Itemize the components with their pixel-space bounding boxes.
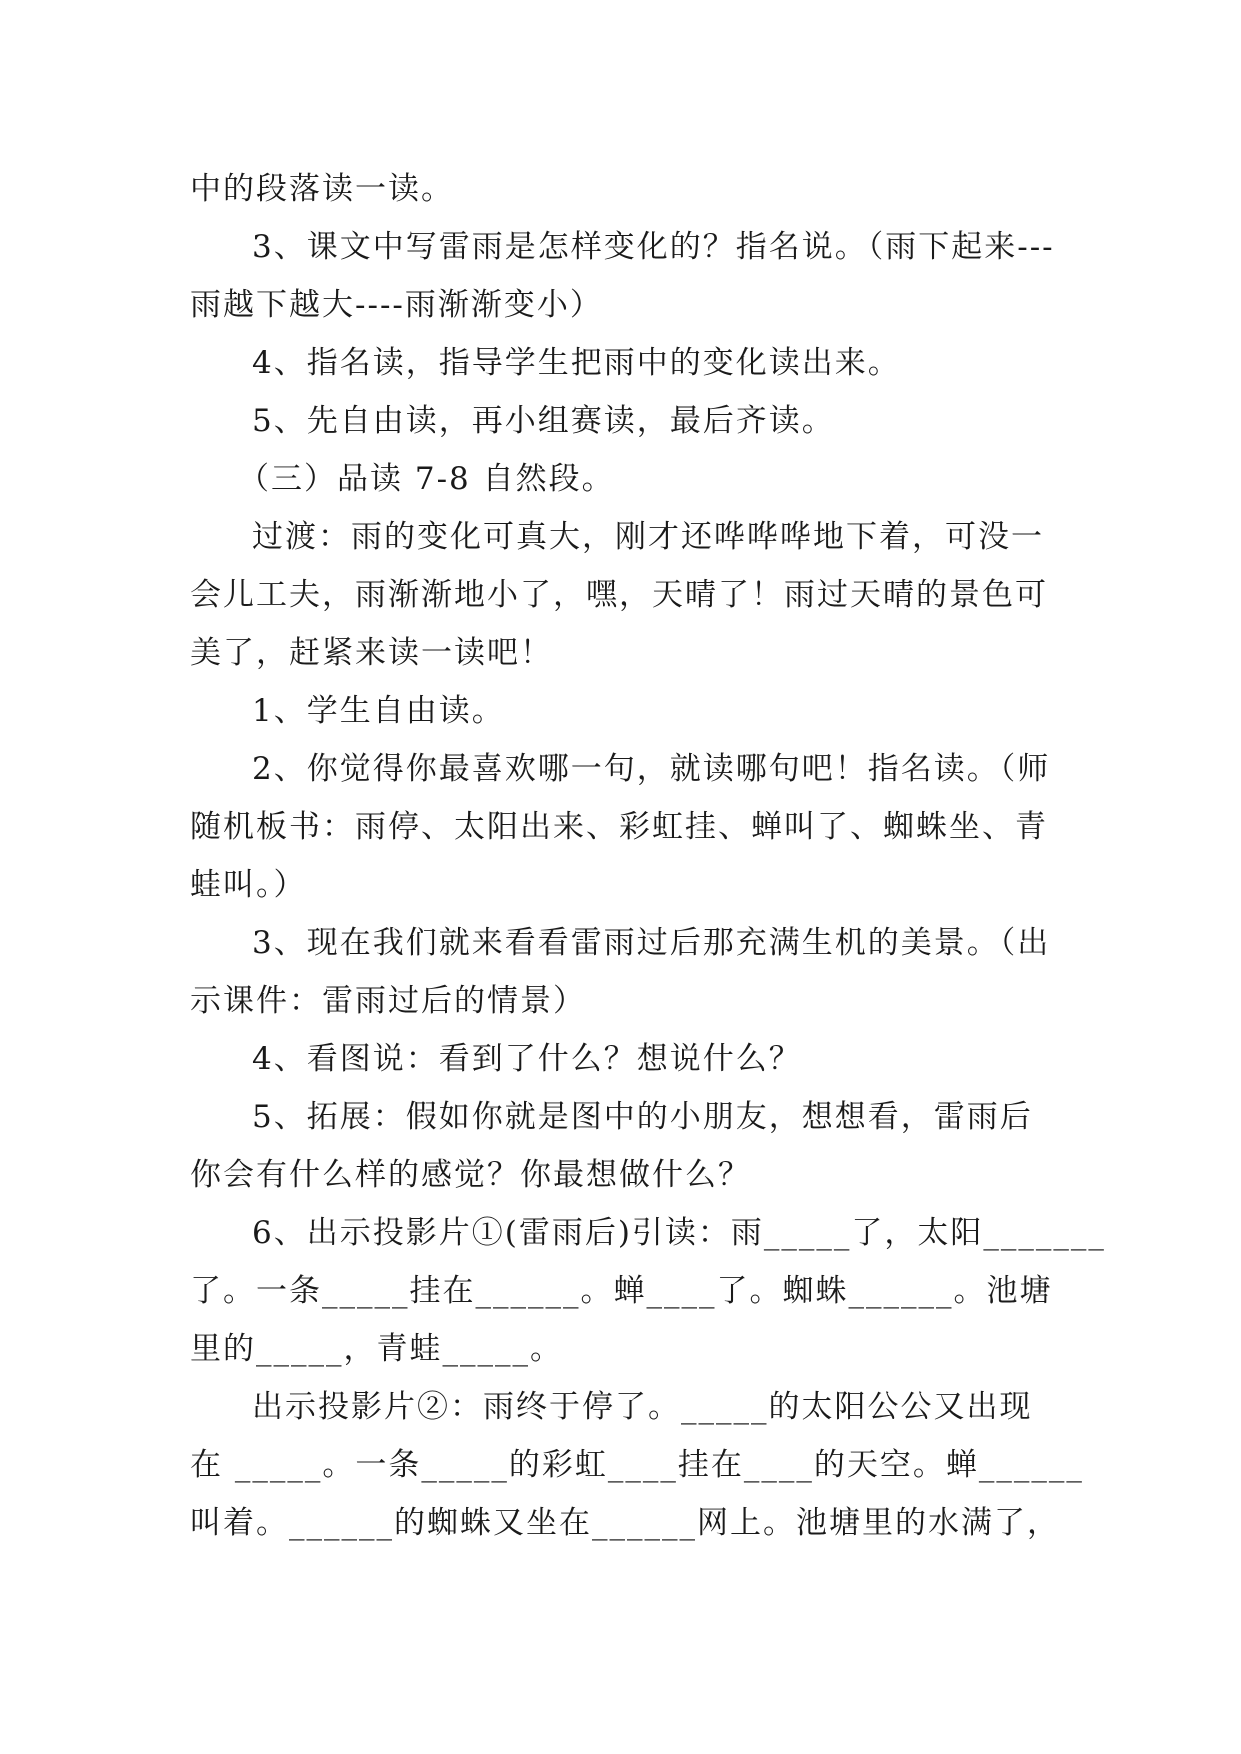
text-line: 雨越下越大----雨渐渐变小） xyxy=(190,287,603,323)
text-line: 过渡：雨的变化可真大，刚才还哗哗哗地下着，可没一 xyxy=(252,519,1044,555)
text-line: 3、课文中写雷雨是怎样变化的？指名说。（雨下起来--- xyxy=(252,229,1055,265)
text-line: 会儿工夫，雨渐渐地小了，嘿，天晴了！雨过天晴的景色可 xyxy=(190,577,1048,613)
text-line: 里的_____，青蛙_____。 xyxy=(190,1331,563,1367)
text-line: 在 _____。一条_____的彩虹____挂在____的天空。蝉______ xyxy=(190,1447,1084,1483)
text-line: 蛙叫。） xyxy=(190,867,307,903)
text-line: 美了，赶紧来读一读吧！ xyxy=(190,635,553,671)
text-line: 6、出示投影片①(雷雨后)引读：雨_____了，太阳_______ xyxy=(252,1215,1106,1251)
text-line: 1、学生自由读。 xyxy=(252,693,505,729)
text-line: 示课件：雷雨过后的情景） xyxy=(190,983,586,1019)
text-line: 4、看图说：看到了什么？想说什么？ xyxy=(252,1041,802,1077)
text-line: 2、你觉得你最喜欢哪一句，就读哪句吧！指名读。（师 xyxy=(252,751,1051,787)
text-line: 出示投影片②：雨终于停了。_____的太阳公公又出现 xyxy=(252,1389,1033,1425)
text-line: 随机板书：雨停、太阳出来、彩虹挂、蝉叫了、蜘蛛坐、青 xyxy=(190,809,1048,845)
text-line: 5、先自由读，再小组赛读，最后齐读。 xyxy=(252,403,835,439)
section-heading: （三）品读 7-8 自然段。 xyxy=(238,461,615,497)
text-line: 叫着。______的蜘蛛又坐在______网上。池塘里的水满了， xyxy=(190,1505,1060,1541)
text-line: 5、拓展：假如你就是图中的小朋友，想想看，雷雨后 xyxy=(252,1099,1033,1135)
text-line: 中的段落读一读。 xyxy=(190,171,454,207)
text-line: 了。一条_____挂在______。蝉____了。蜘蛛______。池塘 xyxy=(190,1273,1053,1309)
text-line: 4、指名读，指导学生把雨中的变化读出来。 xyxy=(252,345,901,381)
document-body xyxy=(190,160,1106,1552)
text-line: 3、现在我们就来看看雷雨过后那充满生机的美景。（出 xyxy=(252,925,1051,961)
text-line: 你会有什么样的感觉？你最想做什么？ xyxy=(190,1157,751,1193)
